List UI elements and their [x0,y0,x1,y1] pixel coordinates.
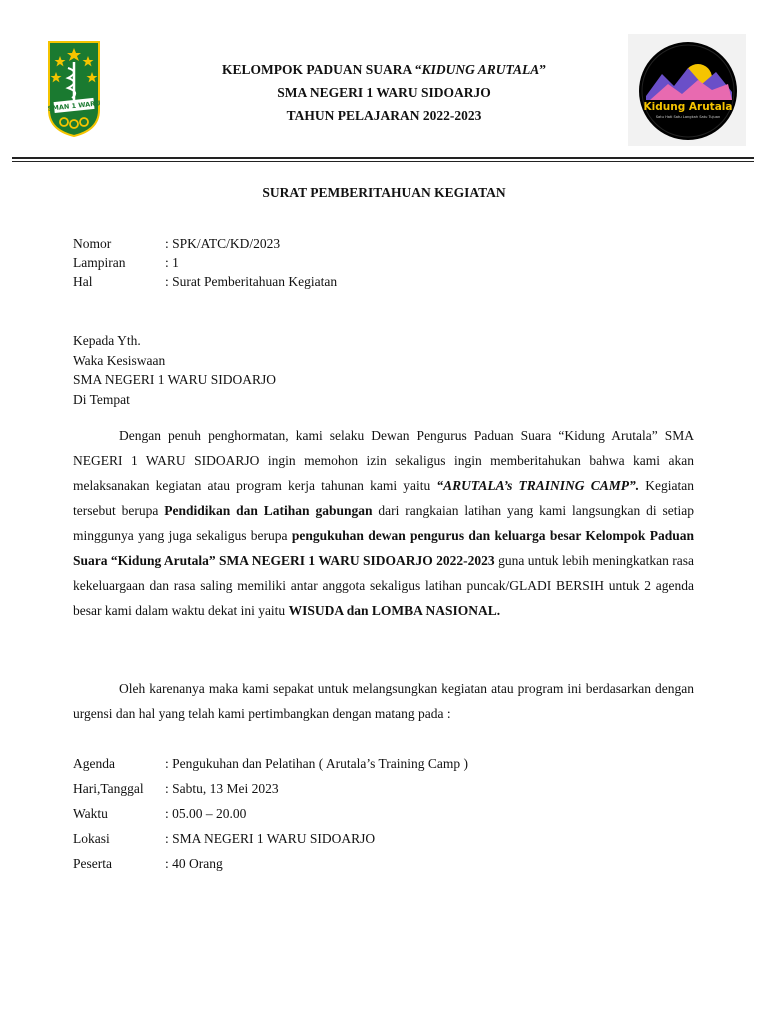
letterhead-line-1 [150,58,618,81]
detail-time [73,801,246,826]
field-nomor [73,234,280,253]
addressee-block [73,331,276,409]
detail-label: Peserta [73,856,112,871]
paragraph-bold-text: WISUDA dan LOMBA NASIONAL. [288,603,501,618]
letterhead-prefix: KELOMPOK PADUAN SUARA “ [221,62,422,77]
field-hal [73,272,337,291]
detail-date [73,776,279,801]
paragraph-bold-text: pengukuhan dewan pengurus dan keluarga besar Kelompok Paduan Suara “Kidung Arutala” SMA NEGERI 1 WARU SIDOARJO 2022-2023 [73,528,695,568]
detail-value: : 05.00 – 20.00 [165,806,247,821]
paragraph-text: Kegiatan tersebut berupa [73,478,694,518]
paragraph-text: dari rangkaian latihan yang kami langsungkan di setiap minggunya yang juga sekaligus berupa [73,503,694,543]
letter-title: SURAT PEMBERITAHUAN KEGIATAN [262,185,506,200]
field-lampiran [73,253,179,272]
letterhead [150,58,618,127]
detail-label: Agenda [73,756,115,771]
addressee-line: Di Tempat [73,391,130,407]
detail-label: Waktu [73,806,108,821]
detail-value: : Sabtu, 13 Mei 2023 [165,781,279,796]
body-paragraph-2 [73,676,694,726]
detail-value: : Pengukuhan dan Pelatihan ( Arutala’s Training Camp ) [165,756,468,771]
letterhead-line-3: TAHUN PELAJARAN 2022-2023 [286,108,482,123]
header-rule-thick [12,157,754,159]
paragraph-text: Dengan penuh penghormatan, kami selaku Dewan Pengurus Paduan Suara “Kidung Arutala” SMA NEGERI 1 WARU SIDOARJO ingin memohon izin sekaligus ingin memberitahukan bahwa kami akan melaksanakan kegiatan atau program kerja tahunan kami yaitu [73,428,694,493]
detail-value: : 40 Orang [165,856,223,871]
header-rule-thin [12,161,754,162]
field-label: Hal [73,274,93,289]
choir-logo [628,34,746,146]
detail-label: Lokasi [73,831,110,846]
paragraph-bold-text: Pendidikan dan Latihan gabungan [164,503,373,518]
choir-logo-name: Kidung Arutala [643,101,733,113]
field-value: : 1 [165,255,179,270]
field-label: Nomor [73,236,112,251]
detail-agenda [73,751,468,776]
field-value: : SPK/ATC/KD/2023 [165,236,281,251]
field-label: Lampiran [73,255,126,270]
detail-location [73,826,375,851]
paragraph-text: guna untuk lebih meningkatkan rasa kekeluargaan dan rasa saling memiliki antar anggota sekaligus latihan puncak/GLADI BERSIH untuk 2 agenda besar kami dalam waktu dekat ini yaitu [73,553,694,618]
school-crest-logo [46,40,102,138]
detail-label: Hari,Tanggal [73,781,144,796]
program-name: “ARUTALA’s TRAINING CAMP”. [436,478,640,493]
choir-logo-frame [628,34,746,146]
paragraph-text: Oleh karenanya maka kami sepakat untuk melangsungkan kegiatan atau program ini berdasarkan dengan urgensi dan hal yang telah kami pertimbangkan dengan matang pada : [73,681,694,721]
body-paragraph-1 [73,423,694,623]
field-value: : Surat Pemberitahuan Kegiatan [165,274,338,289]
svg-text:SMAN 1 WARU: SMAN 1 WARU [47,99,101,113]
addressee-line: SMA NEGERI 1 WARU SIDOARJO [73,372,277,387]
detail-participants [73,851,223,876]
letterhead-suffix: ” [539,62,547,77]
detail-value: : SMA NEGERI 1 WARU SIDOARJO [165,831,376,846]
choir-name: KIDUNG ARUTALA [421,62,540,77]
addressee-line: Kepada Yth. [73,333,141,348]
letterhead-line-2: SMA NEGERI 1 WARU SIDOARJO [277,85,491,100]
choir-logo-tagline: Satu Hati Satu Langkah Satu Tujuan [655,115,721,119]
addressee-line: Waka Kesiswaan [73,352,166,368]
